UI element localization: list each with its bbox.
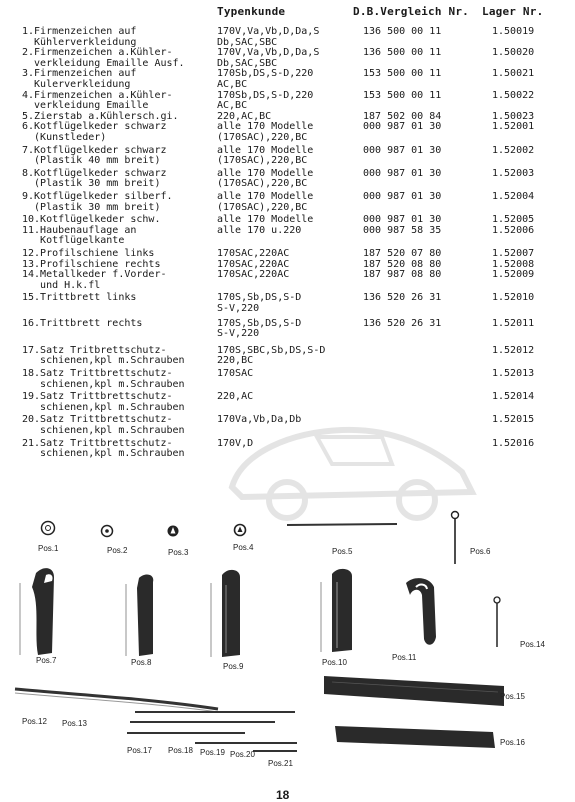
position-label: Pos.5 — [332, 547, 353, 556]
table-row — [0, 346, 575, 367]
table-row — [0, 270, 575, 291]
part-description: schienen,kpl m.Schrauben — [22, 448, 185, 460]
position-label: Pos.6 — [470, 547, 491, 556]
lager-number: 1.50022 — [492, 89, 535, 101]
part-description: 5.Zierstab a.Kühlersch.gi. — [22, 110, 179, 122]
table-row — [0, 319, 575, 340]
model-types: 220,BC — [217, 355, 254, 367]
part-description: 19.Satz Trittbrettschutz- — [22, 391, 173, 403]
db-number: 000 987 58 35 — [363, 224, 442, 236]
position-label: Pos.19 — [200, 748, 225, 757]
trim-rod-drawing — [285, 520, 400, 530]
page-number: 18 — [276, 788, 290, 802]
position-label: Pos.14 — [520, 640, 545, 649]
model-types: (170SAC),220,BC — [217, 131, 308, 143]
emblem-1-drawing — [40, 520, 56, 536]
part-description: 17.Satz Tritbrettschutz- — [22, 344, 167, 356]
db-number: 136 520 26 31 — [363, 317, 442, 329]
part-description: (Plastik 30 mm breit) — [22, 201, 161, 213]
db-number: 136 500 00 11 — [363, 47, 442, 59]
position-label: Pos.17 — [127, 746, 152, 755]
position-label: Pos.16 — [500, 738, 525, 747]
model-types: (170SAC),220,BC — [217, 201, 308, 213]
lager-number: 1.50020 — [492, 47, 535, 59]
table-row — [0, 91, 575, 112]
lager-number: 1.52011 — [492, 317, 535, 329]
table-row — [0, 249, 575, 260]
model-types: 220,AC,BC — [217, 110, 272, 122]
db-number: 136 500 00 11 — [363, 26, 442, 37]
db-number: 187 520 08 80 — [363, 258, 442, 270]
part-description: Kühlerverkleidung — [22, 36, 137, 48]
lager-number: 1.52014 — [492, 391, 535, 403]
table-row — [0, 69, 575, 90]
position-label: Pos.1 — [38, 544, 59, 553]
part-description: 10.Kotflügelkeder schw. — [22, 214, 161, 226]
lager-number: 1.52001 — [492, 121, 535, 133]
model-types: 170V,D — [217, 437, 254, 449]
position-label: Pos.13 — [62, 719, 87, 728]
lager-number: 1.52009 — [492, 269, 535, 281]
lager-number: 1.52016 — [492, 437, 535, 449]
part-description: 12.Profilschiene links — [22, 248, 155, 259]
header-typenkunde: Typenkunde — [217, 5, 286, 18]
table-row — [0, 192, 575, 213]
model-types: 170S,SBC,Sb,DS,S-D — [217, 344, 326, 356]
lager-number: 1.52002 — [492, 144, 535, 156]
db-number: 000 987 01 30 — [363, 191, 442, 202]
model-types: 170SAC,220AC — [217, 248, 290, 259]
part-description: schienen,kpl m.Schrauben — [22, 401, 185, 413]
part-description: (Plastik 30 mm breit) — [22, 178, 161, 190]
model-types: AC,BC — [217, 100, 248, 112]
model-types: Db,SAC,SBC — [217, 57, 278, 69]
model-types: 170Sb,DS,S-D,220 — [217, 68, 314, 80]
table-row — [0, 169, 575, 190]
hood-rest-drawing — [400, 575, 445, 650]
lager-number: 1.50021 — [492, 68, 535, 80]
position-label: Pos.20 — [230, 750, 255, 759]
db-number: 187 987 08 80 — [363, 269, 442, 281]
running-board-16-drawing — [333, 722, 498, 752]
position-label: Pos.9 — [223, 662, 244, 671]
lager-number: 1.50023 — [492, 110, 535, 122]
table-row — [0, 369, 575, 390]
db-number: 153 500 00 11 — [363, 68, 442, 80]
model-types: 170S,Sb,DS,S-D — [217, 317, 302, 329]
part-description: 15.Trittbrett links — [22, 292, 137, 304]
model-types: 220,AC — [217, 391, 254, 403]
parts-drawings — [0, 510, 575, 785]
model-types: 170V,Va,Vb,D,Da,S — [217, 47, 320, 59]
part-description: 7.Kotflügelkeder schwarz — [22, 144, 167, 156]
part-description: verkleidung Emaille — [22, 100, 149, 112]
lager-number: 1.52015 — [492, 414, 535, 426]
fender-bead-10-drawing — [318, 562, 363, 657]
db-number: 136 520 26 31 — [363, 292, 442, 304]
part-description: verkleidung Emaille Ausf. — [22, 57, 185, 69]
part-description: (Plastik 40 mm breit) — [22, 155, 161, 167]
db-number: 000 987 01 30 — [363, 144, 442, 156]
part-description: schienen,kpl m.Schrauben — [22, 424, 185, 436]
db-number: 000 987 01 30 — [363, 167, 442, 179]
table-row — [0, 122, 575, 143]
part-description: 11.Haubenauflage an — [22, 224, 137, 236]
table-row — [0, 48, 575, 69]
header-db-vergleich: D.B.Vergleich Nr. — [353, 5, 469, 18]
emblem-2-drawing — [100, 524, 114, 538]
fender-bead-9-drawing — [208, 565, 248, 665]
part-description: 13.Profilschiene rechts — [22, 258, 161, 270]
part-description: 9.Kotflügelkeder silberf. — [22, 191, 173, 202]
pin-14-drawing — [490, 595, 504, 650]
position-label: Pos.4 — [233, 543, 254, 552]
lager-number: 1.52004 — [492, 191, 535, 202]
model-types: 170V,Va,Vb,D,Da,S — [217, 26, 320, 37]
part-description: 8.Kotflügelkeder schwarz — [22, 167, 167, 179]
position-label: Pos.15 — [500, 692, 525, 701]
part-description: 6.Kotflügelkeder schwarz — [22, 121, 167, 133]
part-description: 2.Firmenzeichen a.Kühler- — [22, 47, 173, 59]
part-description: (Kunstleder) — [22, 131, 107, 143]
part-description: schienen,kpl m.Schrauben — [22, 378, 185, 390]
db-number: 000 987 01 30 — [363, 214, 442, 226]
pin-6-drawing — [447, 510, 463, 565]
position-label: Pos.8 — [131, 658, 152, 667]
model-types: alle 170 Modelle — [217, 191, 314, 202]
model-types: 170SAC,220AC — [217, 258, 290, 270]
model-types: alle 170 Modelle — [217, 144, 314, 156]
model-types: (170SAC),220,BC — [217, 155, 308, 167]
model-types: alle 170 Modelle — [217, 214, 314, 226]
db-number: 187 502 00 84 — [363, 110, 442, 122]
model-types: 170Va,Vb,Da,Db — [217, 414, 302, 426]
lager-number: 1.52008 — [492, 258, 535, 270]
model-types: Db,SAC,SBC — [217, 36, 278, 48]
position-label: Pos.7 — [36, 656, 57, 665]
header-lager-nr: Lager Nr. — [482, 5, 544, 18]
position-label: Pos.11 — [392, 653, 417, 662]
model-types: AC,BC — [217, 78, 248, 90]
model-types: S-V,220 — [217, 328, 260, 340]
position-label: Pos.10 — [322, 658, 347, 667]
lager-number: 1.52005 — [492, 214, 535, 226]
part-description: 16.Trittbrett rechts — [22, 317, 143, 329]
position-label: Pos.18 — [168, 746, 193, 755]
part-description: 18.Satz Trittbrettschutz- — [22, 368, 173, 379]
table-row — [0, 226, 575, 247]
emblem-3-drawing — [166, 524, 180, 538]
model-types: 170Sb,DS,S-D,220 — [217, 89, 314, 101]
table-row — [0, 146, 575, 167]
position-label: Pos.12 — [22, 717, 47, 726]
model-types: 170SAC,220AC — [217, 269, 290, 281]
part-description: 3.Firmenzeichen auf — [22, 68, 137, 80]
position-label: Pos.2 — [107, 546, 128, 555]
position-label: Pos.3 — [168, 548, 189, 557]
part-description: 20.Satz Trittbrettschutz- — [22, 414, 173, 426]
model-types: (170SAC),220,BC — [217, 178, 308, 190]
db-number: 153 500 00 11 — [363, 89, 442, 101]
part-description: 4.Firmenzeichen a.Kühler- — [22, 89, 173, 101]
lager-number: 1.52007 — [492, 248, 535, 259]
emblem-4-drawing — [233, 523, 247, 537]
model-types: alle 170 Modelle — [217, 121, 314, 133]
part-description: 21.Satz Trittbrettschutz- — [22, 437, 173, 449]
model-types: 170S,Sb,DS,S-D — [217, 292, 302, 304]
position-label: Pos.21 — [268, 759, 293, 768]
lager-number: 1.52003 — [492, 167, 535, 179]
table-row — [0, 27, 575, 48]
running-board-15-drawing — [322, 672, 507, 710]
part-description: 14.Metallkeder f.Vorder- — [22, 269, 167, 281]
db-number: 000 987 01 30 — [363, 121, 442, 133]
lager-number: 1.50019 — [492, 26, 535, 37]
model-types: alle 170 u.220 — [217, 224, 302, 236]
model-types: S-V,220 — [217, 302, 260, 314]
part-description: 1.Firmenzeichen auf — [22, 26, 137, 37]
lager-number: 1.52012 — [492, 344, 535, 356]
part-description: Kulerverkleidung — [22, 78, 131, 90]
db-number: 187 520 07 80 — [363, 248, 442, 259]
lager-number: 1.52013 — [492, 368, 535, 379]
model-types: 170SAC — [217, 368, 254, 379]
column-header — [0, 5, 575, 21]
fender-bead-8-drawing — [123, 568, 163, 663]
lager-number: 1.52010 — [492, 292, 535, 304]
protective-rails-drawing — [125, 707, 305, 767]
part-description: und H.k.fl — [22, 279, 101, 291]
table-row — [0, 293, 575, 314]
model-types: alle 170 Modelle — [217, 167, 314, 179]
part-description: schienen,kpl m.Schrauben — [22, 355, 185, 367]
lager-number: 1.52006 — [492, 224, 535, 236]
part-description: Kotflügelkante — [22, 235, 125, 247]
fender-bead-7-drawing — [18, 565, 63, 660]
